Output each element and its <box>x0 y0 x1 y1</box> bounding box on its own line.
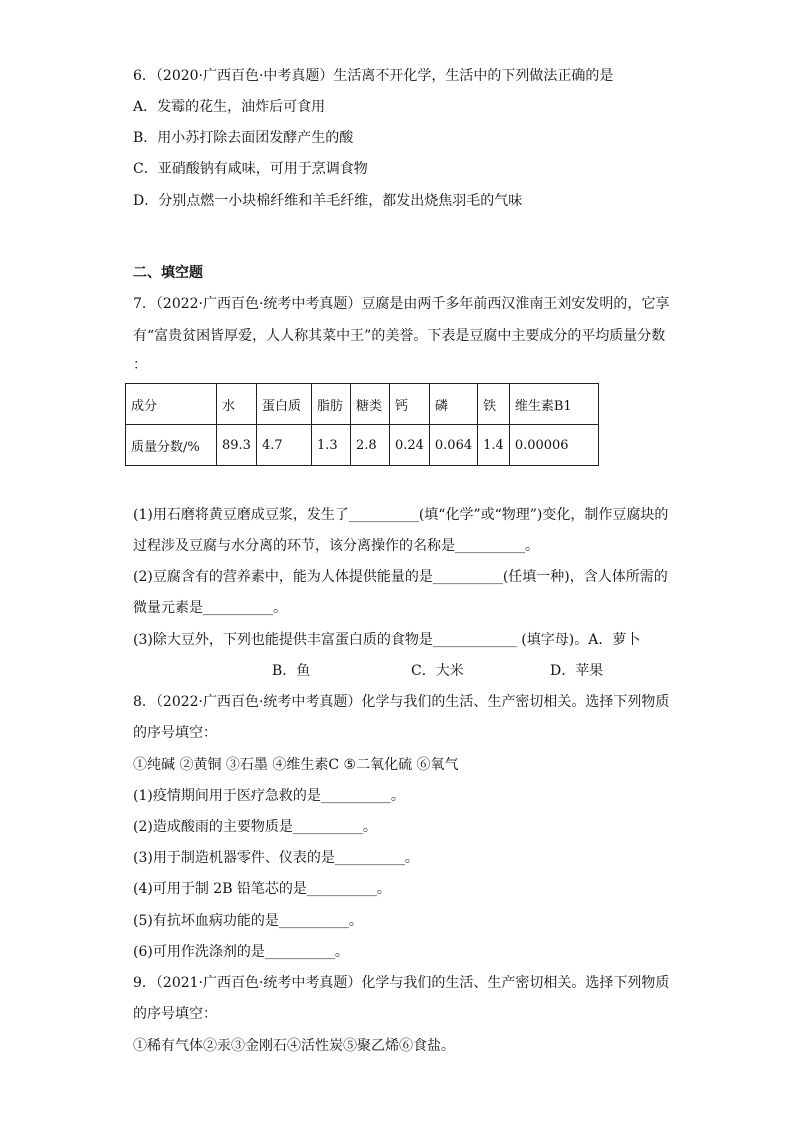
q7-stem-line2: 有“富贵贫困皆厚爱，人人称其菜中王”的美誉。下表是豆腐中主要成分的平均质量分数 <box>133 328 666 344</box>
table-cell: 4.7 <box>256 425 311 466</box>
q6-option-b: B．用小苏打除去面团发酵产生的酸 <box>133 130 354 146</box>
q7-part3-option-d: D．苹果 <box>550 663 604 679</box>
q9-stem-line1: 9．（2021·广西百色·统考中考真题）化学与我们的生活、生产密切相关。选择下列物质 <box>133 975 670 991</box>
q7-part2-line1: (2)豆腐含有的营养素中，能为人体提供能量的是__________(任填一种)，含人体所需的 <box>133 569 668 585</box>
q6-option-c: C．亚硝酸钠有咸味，可用于烹调食物 <box>133 161 368 177</box>
q7-part1-line2: 过程涉及豆腐与水分离的环节，该分离操作的名称是__________。 <box>133 538 539 554</box>
table-cell: 质量分数/% <box>126 425 217 466</box>
table-cell: 1.3 <box>311 425 350 466</box>
q7-stem-line1: 7．（2022·广西百色·统考中考真题）豆腐是由两千多年前西汉淮南王刘安发明的，它享 <box>133 296 670 312</box>
table-cell: 0.064 <box>429 425 477 466</box>
table-cell: 钙 <box>389 384 429 425</box>
q7-part2-line2: 微量元素是__________。 <box>133 600 287 616</box>
table-cell: 成分 <box>126 384 217 425</box>
table-cell: 脂肪 <box>311 384 350 425</box>
q8-part3: (3)用于制造机器零件、仪表的是__________。 <box>133 850 419 866</box>
table-row <box>126 425 599 466</box>
table-cell: 2.8 <box>350 425 389 466</box>
q8-part4: (4)可用于制 2B 铅笔芯的是__________。 <box>133 881 391 897</box>
table-cell: 铁 <box>478 384 510 425</box>
composition-table <box>125 383 599 466</box>
table-cell: 水 <box>217 384 257 425</box>
q7-part3-option-b: B．鱼 <box>272 663 311 679</box>
table-cell: 蛋白质 <box>256 384 311 425</box>
q7-stem-line3: ： <box>133 357 147 373</box>
q6-option-d: D．分别点燃一小块棉纤维和羊毛纤维，都发出烧焦羽毛的气味 <box>133 193 523 209</box>
q8-stem-line2: 的序号填空： <box>133 725 217 741</box>
q8-part2: (2)造成酸雨的主要物质是__________。 <box>133 819 377 835</box>
q8-part1: (1)疫情期间用于医疗急救的是__________。 <box>133 788 405 804</box>
q6-option-a: A．发霉的花生，油炸后可食用 <box>133 99 326 115</box>
table-cell: 0.00006 <box>509 425 598 466</box>
table-cell: 维生素B1 <box>509 384 598 425</box>
q7-part3-option-c: C．大米 <box>411 663 464 679</box>
table-header-row <box>126 384 599 425</box>
q7-part3-line1: (3)除大豆外，下列也能提供丰富蛋白质的食物是____________ (填字母)。A．萝卜 <box>133 632 641 648</box>
q8-choices: ①纯碱 ②黄铜 ③石墨 ④维生素C ⑤二氧化硫 ⑥氧气 <box>133 757 459 773</box>
q8-part6: (6)可用作洗涤剂的是__________。 <box>133 944 349 960</box>
q7-part1-line1: (1)用石磨将黄豆磨成豆浆，发生了__________(填“化学”或“物理”)变化，制作豆腐块的 <box>133 507 669 523</box>
q8-part5: (5)有抗坏血病功能的是__________。 <box>133 913 363 929</box>
section-title: 二、填空题 <box>133 265 203 281</box>
q8-stem-line1: 8．（2022·广西百色·统考中考真题）化学与我们的生活、生产密切相关。选择下列物质 <box>133 694 670 710</box>
q9-choices: ①稀有气体②汞③金刚石④活性炭⑤聚乙烯⑥食盐。 <box>133 1038 455 1054</box>
table-cell: 磷 <box>429 384 477 425</box>
q6-stem: 6．（2020·广西百色·中考真题）生活离不开化学，生活中的下列做法正确的是 <box>133 68 614 84</box>
table-cell: 糖类 <box>350 384 389 425</box>
table-cell: 89.3 <box>217 425 257 466</box>
table-cell: 1.4 <box>478 425 510 466</box>
q9-stem-line2: 的序号填空： <box>133 1006 217 1022</box>
table-cell: 0.24 <box>389 425 429 466</box>
